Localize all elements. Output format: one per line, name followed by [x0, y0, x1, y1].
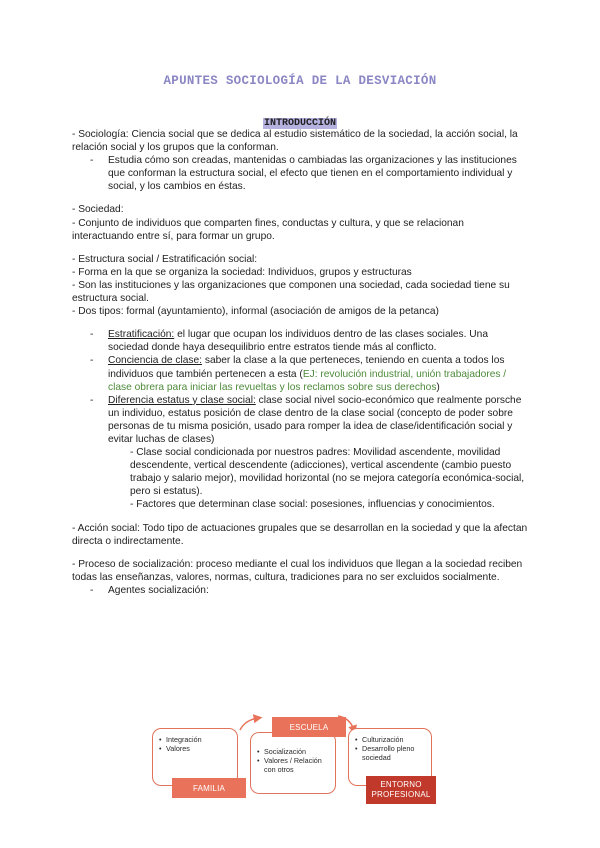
bullet-sociologia	[72, 154, 528, 193]
document-title: APUNTES SOCIOLOGÍA DE LA DESVIACIÓN	[163, 74, 437, 88]
escuela-item: • Socialización	[257, 747, 331, 756]
bullet-diferencia	[72, 394, 528, 446]
sub-item-factores: - Factores que determinan clase social: posesiones, influencias y conocimientos.	[130, 499, 495, 511]
escuela-box	[250, 732, 336, 794]
paragraph-proceso: - Proceso de socialización: proceso mediante el cual los individuos que llegan a la sociedad reciben todas las enseñanzas, valores, normas, cultura, tradiciones para no ser excluidos socialmente.	[72, 558, 523, 583]
term-diferencia: Diferencia estatus y clase social:	[108, 394, 256, 406]
paragraph-sociedad-1: - Sociedad:	[72, 204, 124, 216]
bullet-agentes	[72, 584, 528, 597]
term-estratificacion: Estratificación:	[108, 329, 175, 341]
bullet-marker: -	[90, 355, 94, 367]
bullet-text: Estudia cómo son creadas, mantenidas o cambiadas las organizaciones y las instituciones que conforman la estructura social, el efecto que tienen en el comportamiento individual y social, y los cambios en éstas.	[108, 155, 517, 193]
familia-label: FAMILIA	[172, 778, 246, 798]
familia-item: • Integración	[159, 735, 233, 744]
bullet-marker: -	[90, 584, 94, 596]
text-estratificacion: el lugar que ocupan los individuos dentro de las clases sociales. Una sociedad donde haya desequilibrio entre estratos tiende más al conflicto.	[108, 329, 488, 354]
familia-item: • Valores	[159, 744, 233, 753]
entorno-item: • Culturización	[355, 735, 427, 744]
bullet-marker: -	[90, 329, 94, 341]
socialization-diagram	[150, 712, 450, 808]
text-conciencia: saber la clase a la que perteneces, teniendo en cuenta a todos los individuos que también pertenecen a esta (	[108, 355, 505, 380]
paragraph-estructura-3: - Son las instituciones y las organizaciones que componen una sociedad, cada sociedad tiene su estructura social.	[72, 279, 510, 305]
bullet-marker: -	[90, 155, 94, 167]
paragraph-sociedad-2: - Conjunto de individuos que comparten fines, conductas y cultura, y que se relacionan interactuando entre sí, para formar un grupo.	[72, 217, 464, 242]
bullet-conciencia	[72, 354, 528, 393]
paragraph-estructura-2: - Forma en la que se organiza la sociedad: Individuos, grupos y estructuras	[72, 266, 412, 278]
paragraph-estructura-4: - Dos tipos: formal (ayuntamiento), informal (asociación de amigos de la petanca)	[72, 306, 439, 318]
entorno-item: • Desarrollo pleno sociedad	[355, 744, 427, 762]
escuela-item: • Valores / Relación con otros	[257, 756, 331, 774]
paragraph-accion: - Acción social: Todo tipo de actuaciones grupales que se desarrollan en la sociedad y que la afectan directa o indirectamente.	[72, 522, 528, 547]
section-heading-text: INTRODUCCIÓN	[263, 118, 336, 129]
paragraph-estructura-1: - Estructura social / Estratificación social:	[72, 253, 258, 265]
document-body	[72, 128, 528, 597]
paragraph-sociologia: - Sociología: Ciencia social que se dedica al estudio sistemático de la sociedad, la acción social, la relación social y los grupos que la conforman.	[72, 129, 518, 154]
escuela-label: ESCUELA	[272, 717, 346, 737]
term-conciencia: Conciencia de clase:	[108, 355, 203, 367]
example-conciencia: EJ: revolución industrial, unión trabajadores / clase obrera para iniciar las revueltas y los reclamos sobre sus derechos	[108, 368, 507, 393]
entorno-label: ENTORNO PROFESIONAL	[366, 776, 436, 804]
bullet-estratificacion	[72, 328, 528, 354]
text-conciencia-end: )	[436, 381, 440, 393]
bullet-marker: -	[90, 394, 94, 406]
text-agentes: Agentes socialización:	[108, 584, 209, 596]
sub-item-clase-social: - Clase social condicionada por nuestros padres: Movilidad ascendente, movilidad descendente, vertical descendente (adicciones), vertical ascendente (cambio puesto trabajo y salario mejor), movilidad horizontal (no se mejora categoría económica-social, pero si estatus).	[130, 447, 525, 498]
text-diferencia: clase social nivel socio-económico que realmente porsche un individuo, estatus posición de clase dentro de la clase social (concepto de poder sobre personas de tu misma posición, usado para romper la idea de clase/identificación social y evitar luchas de clases)	[108, 394, 522, 445]
